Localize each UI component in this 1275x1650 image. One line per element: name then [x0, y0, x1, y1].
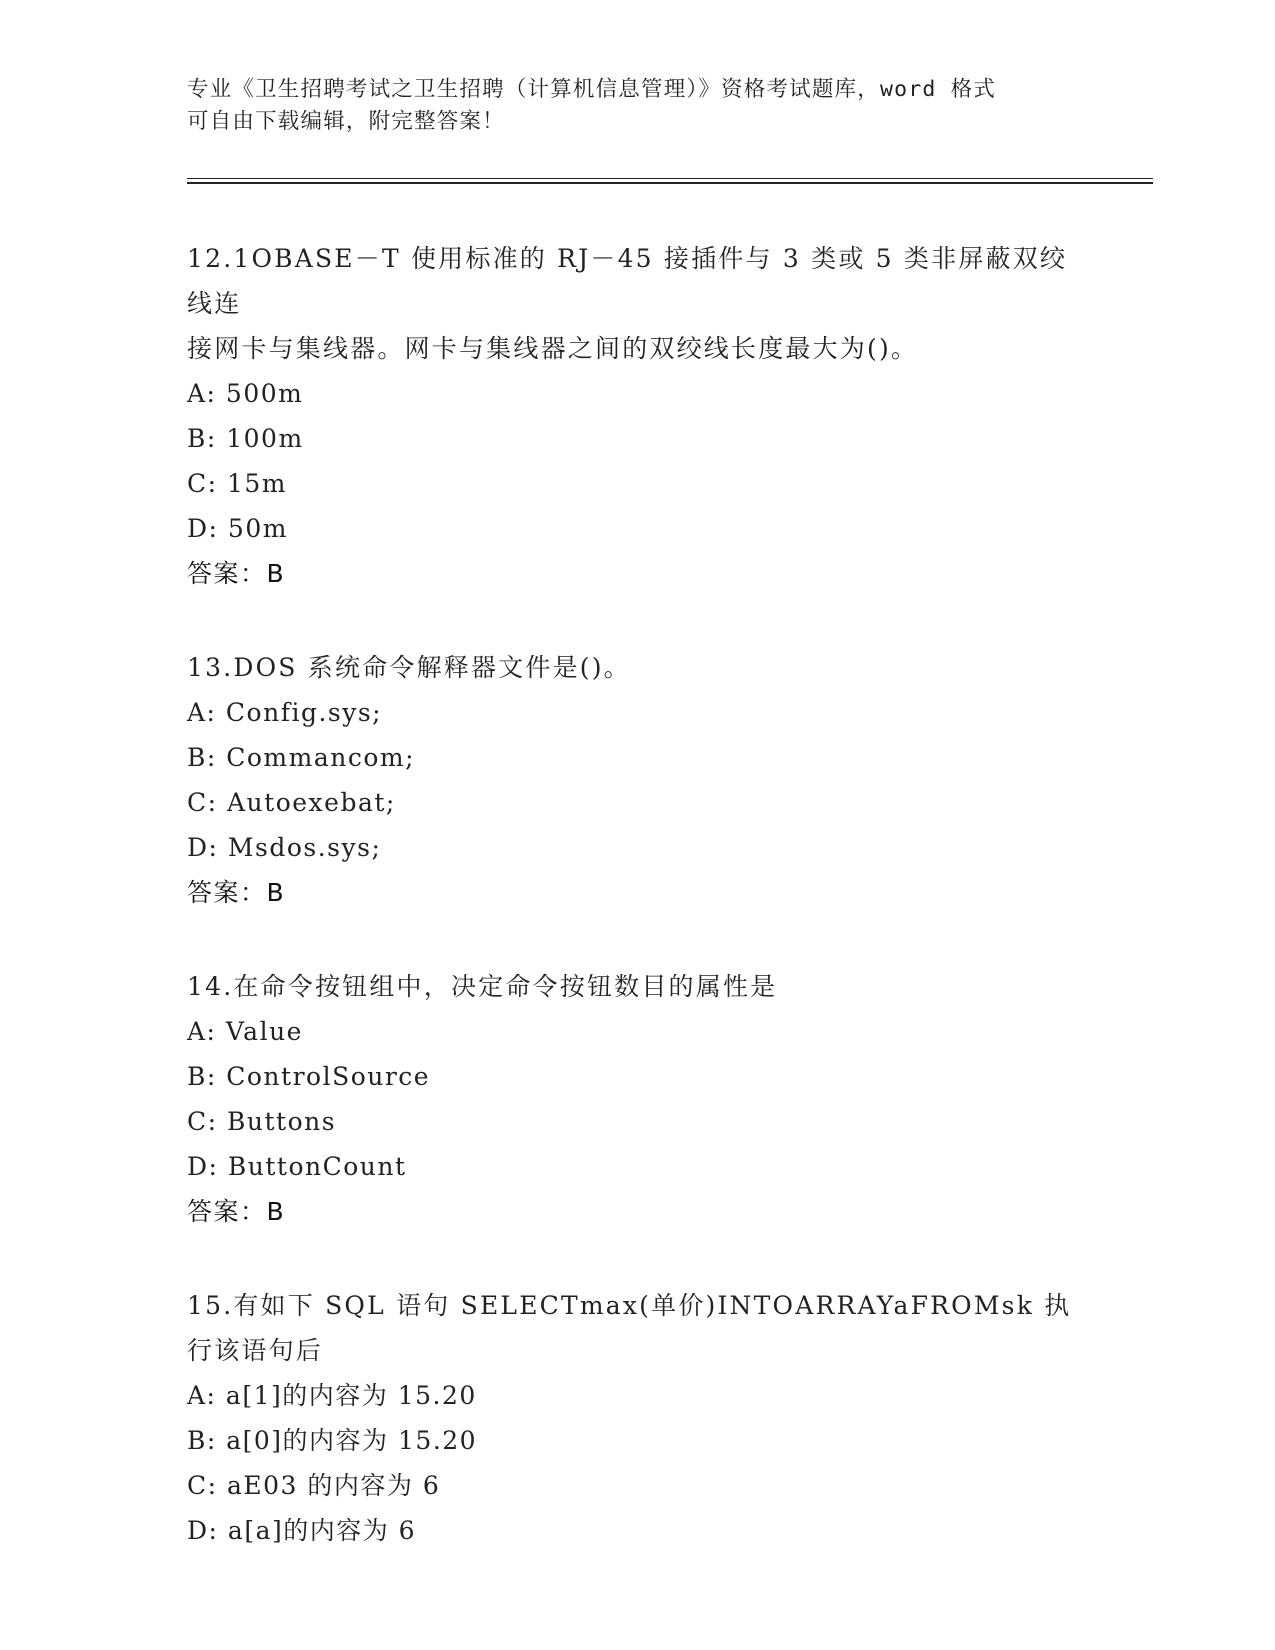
header-divider-top: [187, 178, 1153, 179]
answer-label: 答案：B: [187, 878, 286, 907]
question-15: [187, 1283, 1087, 1553]
option-c: C: aE03 的内容为 6: [187, 1471, 441, 1500]
document-header: [187, 74, 1087, 138]
option-a: A: Config.sys;: [187, 698, 383, 727]
option-d: D: ButtonCount: [187, 1152, 407, 1181]
question-14: [187, 964, 1087, 1234]
option-a: A: 500m: [187, 379, 304, 408]
question-text-line: 14.在命令按钮组中，决定命令按钮数目的属性是: [187, 972, 778, 1001]
option-b: B: ControlSource: [187, 1062, 431, 1091]
option-c: C: Autoexebat;: [187, 788, 396, 817]
header-divider-bottom: [187, 182, 1153, 184]
option-c: C: Buttons: [187, 1107, 337, 1136]
option-d: D: a[a]的内容为 6: [187, 1516, 417, 1545]
header-line-1: 专业《卫生招聘考试之卫生招聘（计算机信息管理）》资格考试题库，word 格式: [187, 77, 997, 102]
option-a: A: Value: [187, 1017, 303, 1046]
option-b: B: a[0]的内容为 15.20: [187, 1426, 478, 1455]
option-b: B: 100m: [187, 424, 304, 453]
question-text-line: 12.1OBASE－T 使用标准的 RJ－45 接插件与 3 类或 5 类非屏蔽双绞线连: [187, 244, 1068, 318]
header-line-2: 可自由下载编辑，附完整答案！: [187, 109, 505, 134]
question-text-line: 15.有如下 SQL 语句 SELECTmax(单价)INTOARRAYaFROMsk 执行该语句后: [187, 1291, 1072, 1365]
question-list: [187, 236, 1087, 1602]
option-b: B: Commancom;: [187, 743, 416, 772]
option-c: C: 15m: [187, 469, 288, 498]
question-13: [187, 645, 1087, 915]
answer-label: 答案：B: [187, 1197, 286, 1226]
question-text-line: 13.DOS 系统命令解释器文件是()。: [187, 653, 631, 682]
question-text-line: 接网卡与集线器。网卡与集线器之间的双绞线长度最大为()。: [187, 334, 919, 363]
option-a: A: a[1]的内容为 15.20: [187, 1381, 477, 1410]
question-12: [187, 236, 1087, 596]
answer-label: 答案：B: [187, 559, 286, 588]
option-d: D: Msdos.sys;: [187, 833, 382, 862]
option-d: D: 50m: [187, 514, 288, 543]
